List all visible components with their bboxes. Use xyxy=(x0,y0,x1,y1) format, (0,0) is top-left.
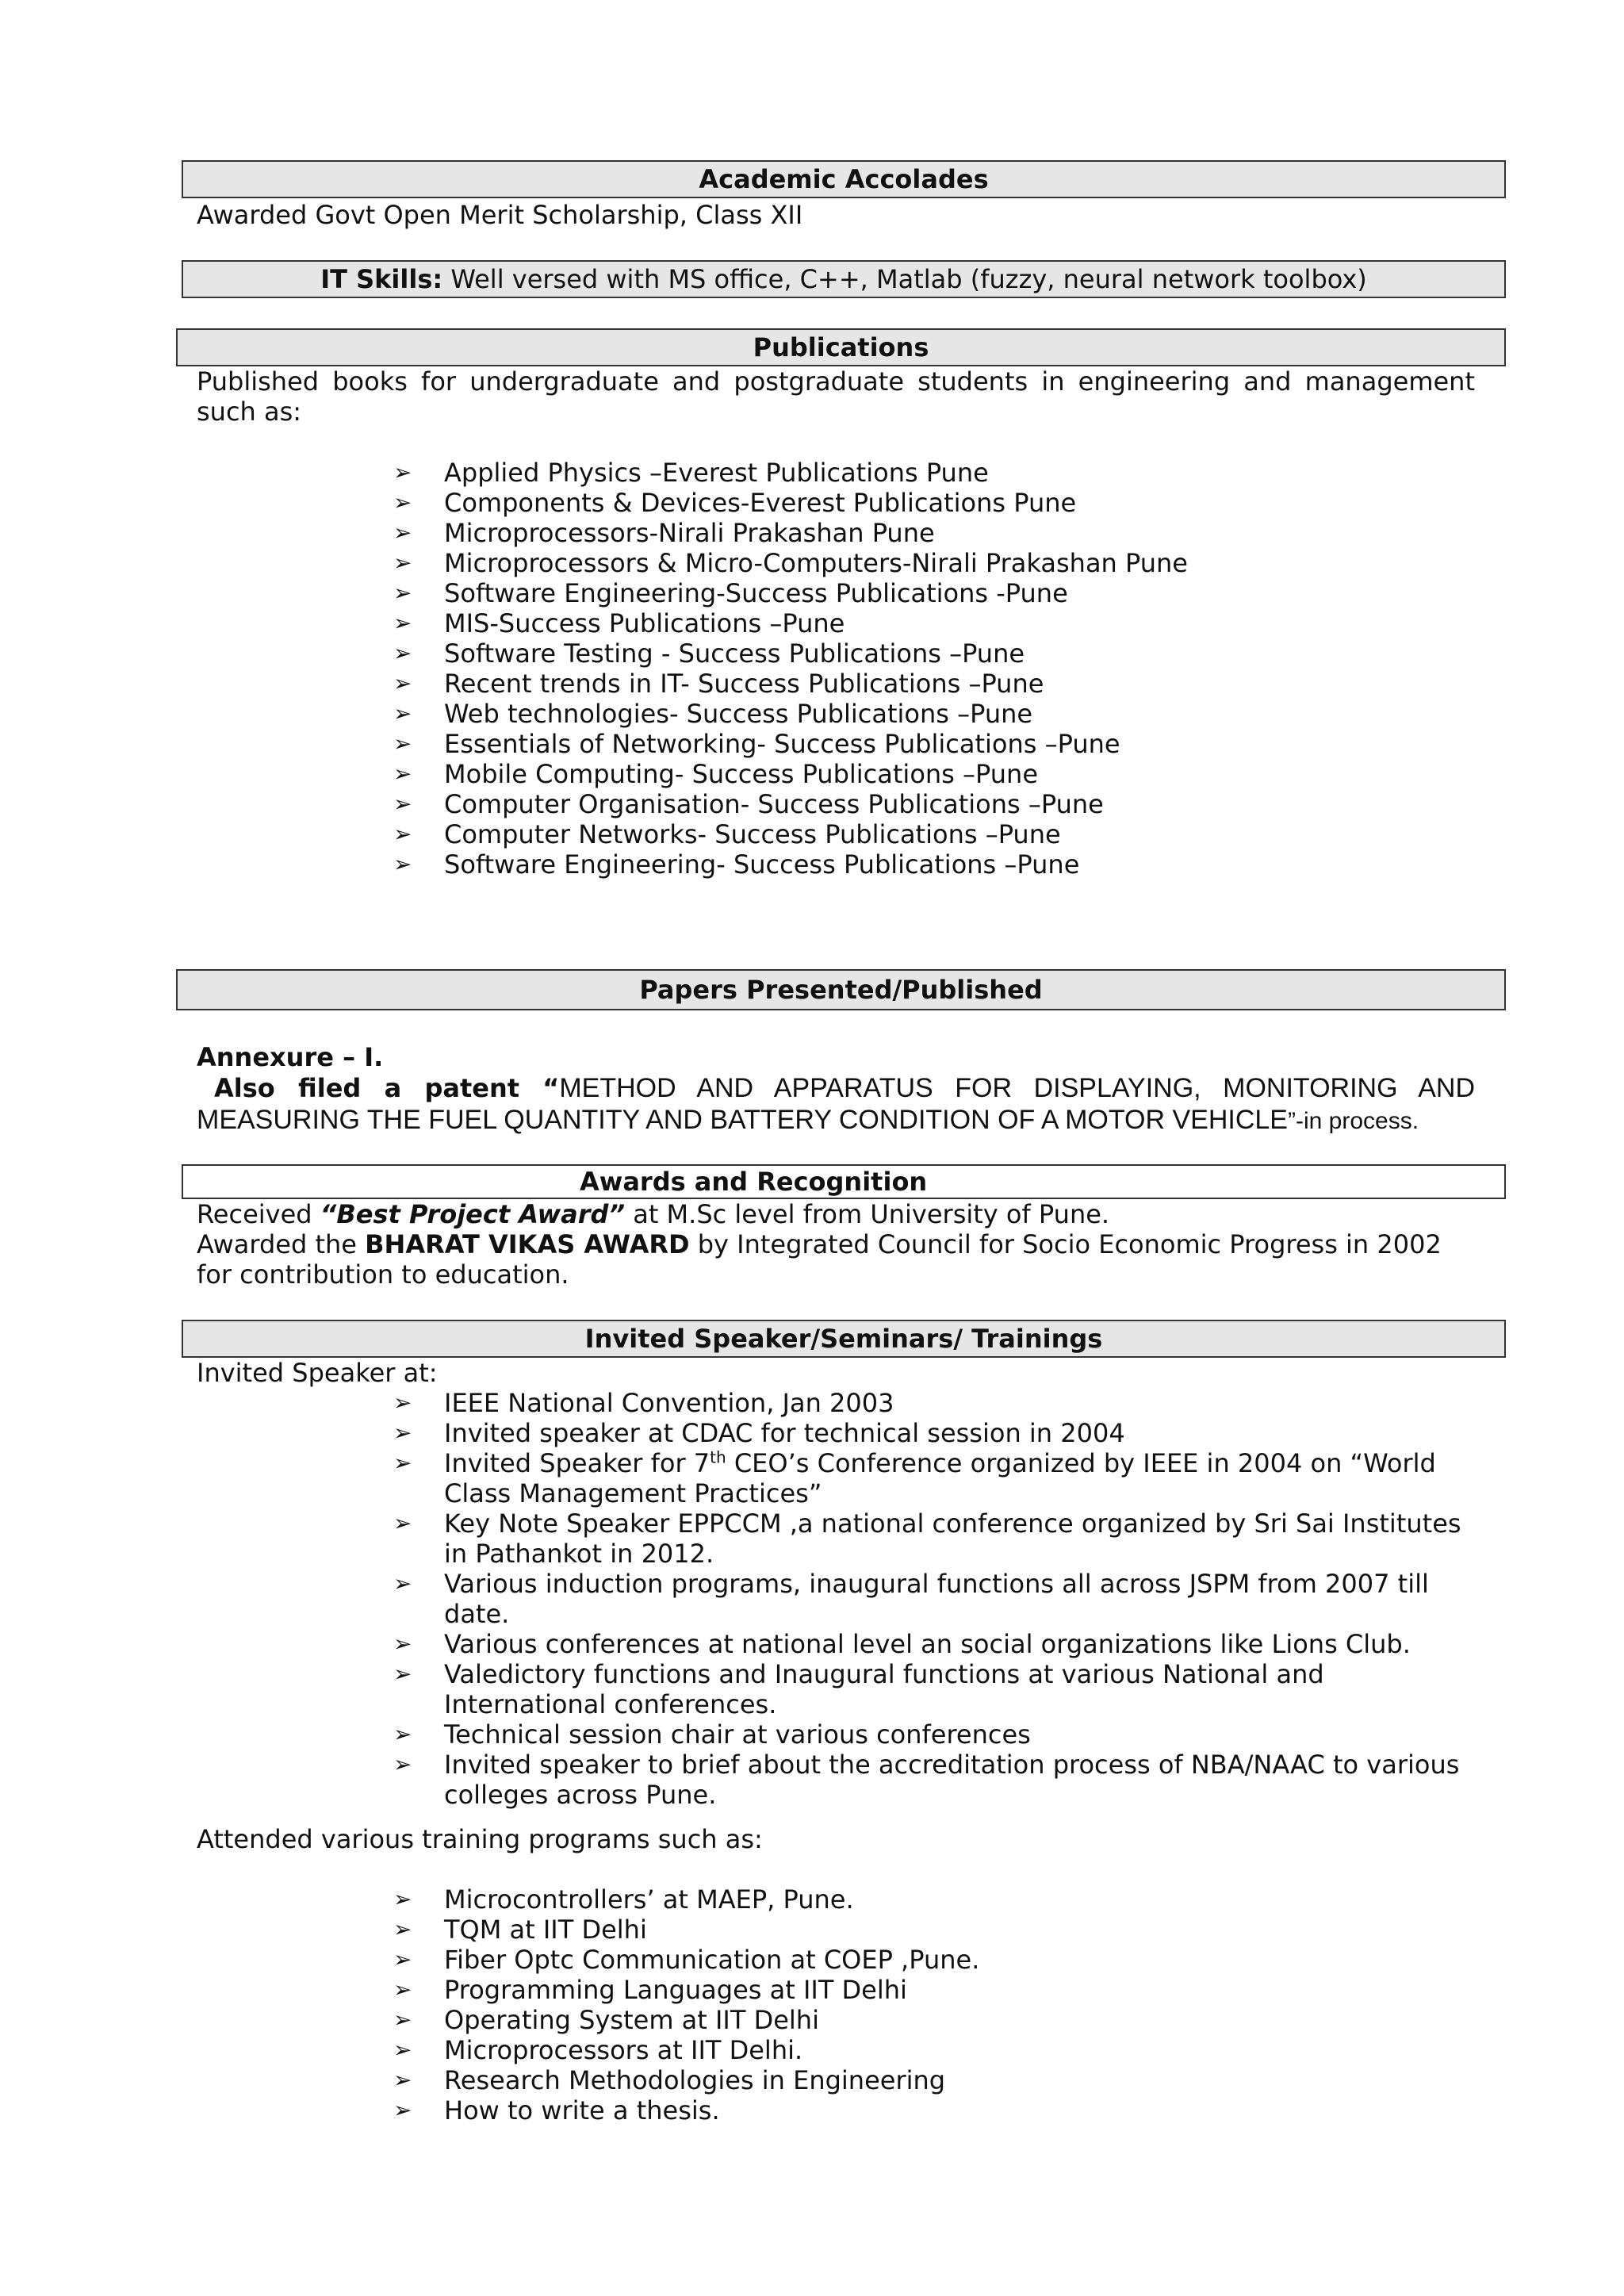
list-item: ➢ Microprocessors & Micro-Computers-Nirali Prakashan Pune xyxy=(393,548,1188,578)
arrow-bullet-icon: ➢ xyxy=(393,670,412,696)
arrow-bullet-icon: ➢ xyxy=(393,640,412,666)
section-heading-papers: Papers Presented/Published xyxy=(176,969,1506,1010)
annexure-label: Annexure – I. xyxy=(197,1042,384,1072)
list-item: ➢ Software Engineering-Success Publications -Pune xyxy=(393,578,1068,608)
list-item: ➢ Web technologies- Success Publications –Pune xyxy=(393,699,1033,729)
academic-accolade-text: Awarded Govt Open Merit Scholarship, Class XII xyxy=(197,200,803,230)
list-item: ➢ Mobile Computing- Success Publications –Pune xyxy=(393,759,1038,789)
it-skills-label: IT Skills: xyxy=(320,264,443,294)
arrow-bullet-icon: ➢ xyxy=(393,2037,412,2063)
award-bharat-vikas: Awarded the BHARAT VIKAS AWARD by Integrated Council for Socio Economic Progress in 2002 for contribution to education. xyxy=(197,1229,1442,1290)
list-item: ➢ IEEE National Convention, Jan 2003 xyxy=(393,1388,894,1418)
list-item: ➢ Technical session chair at various conferences xyxy=(393,1719,1031,1750)
list-item: ➢ MIS-Success Publications –Pune xyxy=(393,608,845,638)
arrow-bullet-icon: ➢ xyxy=(393,1751,412,1777)
list-item: ➢ How to write a thesis. xyxy=(393,2095,720,2125)
section-heading-invited-speaker: Invited Speaker/Seminars/ Trainings xyxy=(182,1320,1506,1358)
list-item: ➢ Components & Devices-Everest Publications Pune xyxy=(393,488,1077,518)
list-item: ➢ Programming Languages at IIT Delhi xyxy=(393,1975,907,2005)
list-item: ➢ Fiber Optc Communication at COEP ,Pune. xyxy=(393,1945,980,1975)
arrow-bullet-icon: ➢ xyxy=(393,1946,412,1972)
arrow-bullet-icon: ➢ xyxy=(393,2067,412,2093)
list-item: ➢ Software Engineering- Success Publications –Pune xyxy=(393,849,1080,880)
award-best-project: Received “Best Project Award” at M.Sc level from University of Pune. xyxy=(197,1199,1110,1229)
section-heading-awards: Awards and Recognition xyxy=(182,1164,1506,1199)
section-it-skills xyxy=(182,260,1506,298)
it-skills-text: Well versed with MS office, C++, Matlab (fuzzy, neural network toolbox) xyxy=(442,264,1367,294)
list-item: ➢ Microcontrollers’ at MAEP, Pune. xyxy=(393,1884,854,1915)
list-item: ➢ TQM at IIT Delhi xyxy=(393,1915,647,1945)
patent-statement xyxy=(197,1072,1475,1137)
list-item: ➢ Various induction programs, inaugural functions all across JSPM from 2007 till date. xyxy=(393,1569,1429,1629)
patent-lead: Also filed a patent “ xyxy=(214,1073,560,1103)
arrow-bullet-icon: ➢ xyxy=(393,1510,412,1536)
list-item: ➢ Invited speaker to brief about the accreditation process of NBA/NAAC to various colleges across Pune. xyxy=(393,1750,1460,1810)
list-item: ➢ Computer Networks- Success Publications –Pune xyxy=(393,819,1061,849)
patent-status: ”-in process. xyxy=(1287,1108,1419,1134)
list-item: ➢ Microprocessors-Nirali Prakashan Pune xyxy=(393,518,935,548)
arrow-bullet-icon: ➢ xyxy=(393,730,412,757)
invited-speaker-intro: Invited Speaker at: xyxy=(197,1358,438,1388)
arrow-bullet-icon: ➢ xyxy=(393,550,412,576)
publications-book-list xyxy=(393,458,1488,880)
section-heading-academic-accolades: Academic Accolades xyxy=(182,160,1506,198)
arrow-bullet-icon: ➢ xyxy=(393,610,412,636)
list-item: ➢ Recent trends in IT- Success Publications –Pune xyxy=(393,669,1044,699)
arrow-bullet-icon: ➢ xyxy=(393,459,412,485)
training-intro: Attended various training programs such as: xyxy=(197,1824,763,1854)
list-item: ➢ Invited Speaker for 7th CEO’s Conference organized by IEEE in 2004 on “World Class Management Practices” xyxy=(393,1447,1436,1508)
list-item: ➢ Various conferences at national level an social organizations like Lions Club. xyxy=(393,1629,1411,1659)
arrow-bullet-icon: ➢ xyxy=(393,1570,412,1596)
publications-intro: Published books for undergraduate and postgraduate students in engineering and management such as: xyxy=(197,366,1475,427)
arrow-bullet-icon: ➢ xyxy=(393,1721,412,1747)
arrow-bullet-icon: ➢ xyxy=(393,700,412,726)
award-name-best-project: “Best Project Award” xyxy=(320,1199,626,1229)
patent-title: METHOD AND APPARATUS FOR DISPLAYING, MONITORING AND MEASURING THE FUEL QUANTITY AND BATTERY CONDITION OF A MOTOR VEHICLE xyxy=(197,1073,1475,1135)
list-item: ➢ Key Note Speaker EPPCCM ,a national conference organized by Sri Sai Institutes in Pathankot in 2012. xyxy=(393,1508,1461,1569)
arrow-bullet-icon: ➢ xyxy=(393,821,412,847)
arrow-bullet-icon: ➢ xyxy=(393,580,412,606)
list-item: ➢ Valedictory functions and Inaugural functions at various National and International conferences. xyxy=(393,1659,1324,1719)
list-item: ➢ Research Methodologies in Engineering xyxy=(393,2065,946,2095)
award-name-bharat-vikas: BHARAT VIKAS AWARD xyxy=(365,1229,690,1259)
arrow-bullet-icon: ➢ xyxy=(393,1976,412,2003)
arrow-bullet-icon: ➢ xyxy=(393,1450,412,1476)
arrow-bullet-icon: ➢ xyxy=(393,2097,412,2123)
arrow-bullet-icon: ➢ xyxy=(393,519,412,546)
invited-speaker-list xyxy=(393,1388,1488,1810)
arrow-bullet-icon: ➢ xyxy=(393,1631,412,1657)
section-heading-publications: Publications xyxy=(176,328,1506,366)
arrow-bullet-icon: ➢ xyxy=(393,1389,412,1416)
arrow-bullet-icon: ➢ xyxy=(393,2007,412,2033)
arrow-bullet-icon: ➢ xyxy=(393,1420,412,1446)
arrow-bullet-icon: ➢ xyxy=(393,761,412,787)
list-item: ➢ Applied Physics –Everest Publications Pune xyxy=(393,458,989,488)
arrow-bullet-icon: ➢ xyxy=(393,791,412,817)
arrow-bullet-icon: ➢ xyxy=(393,851,412,877)
list-item: ➢ Software Testing - Success Publications –Pune xyxy=(393,638,1025,669)
list-item: ➢ Computer Organisation- Success Publications –Pune xyxy=(393,789,1104,819)
list-item: ➢ Invited speaker at CDAC for technical session in 2004 xyxy=(393,1418,1125,1448)
arrow-bullet-icon: ➢ xyxy=(393,489,412,516)
list-item: ➢ Operating System at IIT Delhi xyxy=(393,2005,819,2035)
list-item: ➢ Essentials of Networking- Success Publications –Pune xyxy=(393,729,1120,759)
training-list xyxy=(393,1884,1488,2125)
arrow-bullet-icon: ➢ xyxy=(393,1916,412,1942)
arrow-bullet-icon: ➢ xyxy=(393,1661,412,1687)
list-item: ➢ Microprocessors at IIT Delhi. xyxy=(393,2035,803,2065)
arrow-bullet-icon: ➢ xyxy=(393,1886,412,1912)
